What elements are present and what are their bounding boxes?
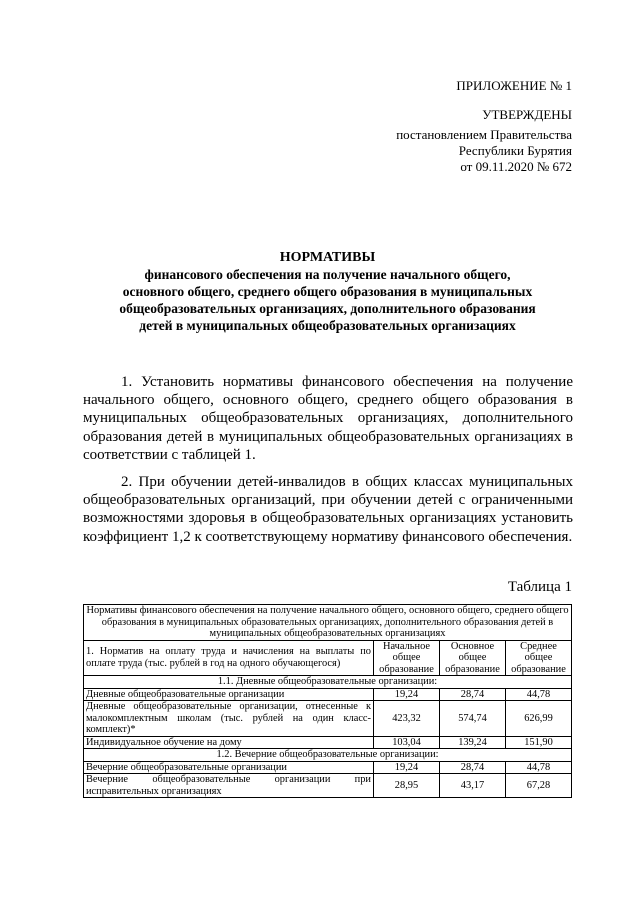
row-name: Вечерние общеобразовательные организации — [84, 761, 374, 774]
value-cell: 19,24 — [374, 688, 440, 701]
value-cell: 574,74 — [440, 701, 506, 737]
table-label: Таблица 1 — [507, 579, 572, 595]
value-cell: 103,04 — [374, 736, 440, 749]
column-header: Среднее общее образование — [506, 640, 572, 676]
section-row — [84, 676, 572, 689]
title-subtitle-line: детей в муниципальных общеобразовательных организациях — [139, 318, 516, 333]
section-heading: 1.1. Дневные общеобразовательные организации: — [84, 676, 572, 689]
approval-stamp — [396, 107, 572, 175]
table-row — [84, 736, 572, 749]
section-heading: 1.2. Вечерние общеобразовательные организации: — [84, 749, 572, 762]
paragraph-2: 2. При обучении детей-инвалидов в общих классах муниципальных общеобразовательных организаций, при обучении детей с ограниченными возможностями здоровья в общеобразовательных организациях установить коэффициент 1,2 к соответствующему нормативу финансового обеспечения. — [83, 474, 573, 545]
value-cell: 151,90 — [506, 736, 572, 749]
header-name-cell: 1. Норматив на оплату труда и начисления на выплаты по оплате труда (тыс. рублей в год на одного обучающегося) — [84, 640, 374, 676]
table-row — [84, 688, 572, 701]
approval-line: УТВЕРЖДЕНЫ — [482, 107, 572, 122]
row-name: Дневные общеобразовательные организации — [84, 688, 374, 701]
section-row — [84, 749, 572, 762]
paragraph-1: 1. Установить нормативы финансового обеспечения на получение начального общего, основного общего, среднего общего образования в муниципальных общеобразовательных организациях, дополнительного образования детей в муниципальных общеобразовательных организациях в соответствии с таблицей 1. — [83, 374, 573, 463]
value-cell: 28,74 — [440, 688, 506, 701]
value-cell: 44,78 — [506, 761, 572, 774]
approval-line: от 09.11.2020 № 672 — [460, 159, 572, 174]
value-cell: 139,24 — [440, 736, 506, 749]
title-subtitle-line: основного общего, среднего общего образования в муниципальных — [122, 284, 533, 299]
title-subtitle-line: финансового обеспечения на получение начального общего, — [144, 267, 511, 282]
column-header: Основное общее образование — [440, 640, 506, 676]
title-main: НОРМАТИВЫ — [279, 250, 376, 265]
value-cell: 28,95 — [374, 774, 440, 798]
table-row — [84, 701, 572, 737]
value-cell: 43,17 — [440, 774, 506, 798]
row-name: Индивидуальное обучение на дому — [84, 736, 374, 749]
value-cell: 44,78 — [506, 688, 572, 701]
approval-line: постановлением Правительства — [396, 127, 572, 142]
title-subtitle-line: общеобразовательных организациях, дополнительного образования — [119, 301, 536, 316]
row-name: Дневные общеобразовательные организации, отнесенные к малокомплектным школам (тыс. рублей на один класс-комплект)* — [84, 701, 374, 737]
row-name: Вечерние общеобразовательные организации при исправительных организациях — [84, 774, 374, 798]
column-header: Начальное общее образование — [374, 640, 440, 676]
table-caption-row — [84, 605, 572, 641]
table-caption: Нормативы финансового обеспечения на получение начального общего, основного общего, среднего общего образования в муниципальных образовательных организациях, дополнительного образования детей в муниципальных общеобразовательных организациях — [84, 605, 572, 641]
table-row — [84, 774, 572, 798]
approval-line: Республики Бурятия — [458, 143, 572, 158]
appendix-label: ПРИЛОЖЕНИЕ № 1 — [456, 78, 572, 93]
value-cell: 423,32 — [374, 701, 440, 737]
value-cell: 28,74 — [440, 761, 506, 774]
value-cell: 67,28 — [506, 774, 572, 798]
table-header-row — [84, 640, 572, 676]
value-cell: 626,99 — [506, 701, 572, 737]
norms-table — [83, 604, 572, 798]
table-row — [84, 761, 572, 774]
value-cell: 19,24 — [374, 761, 440, 774]
document-title — [80, 249, 575, 334]
